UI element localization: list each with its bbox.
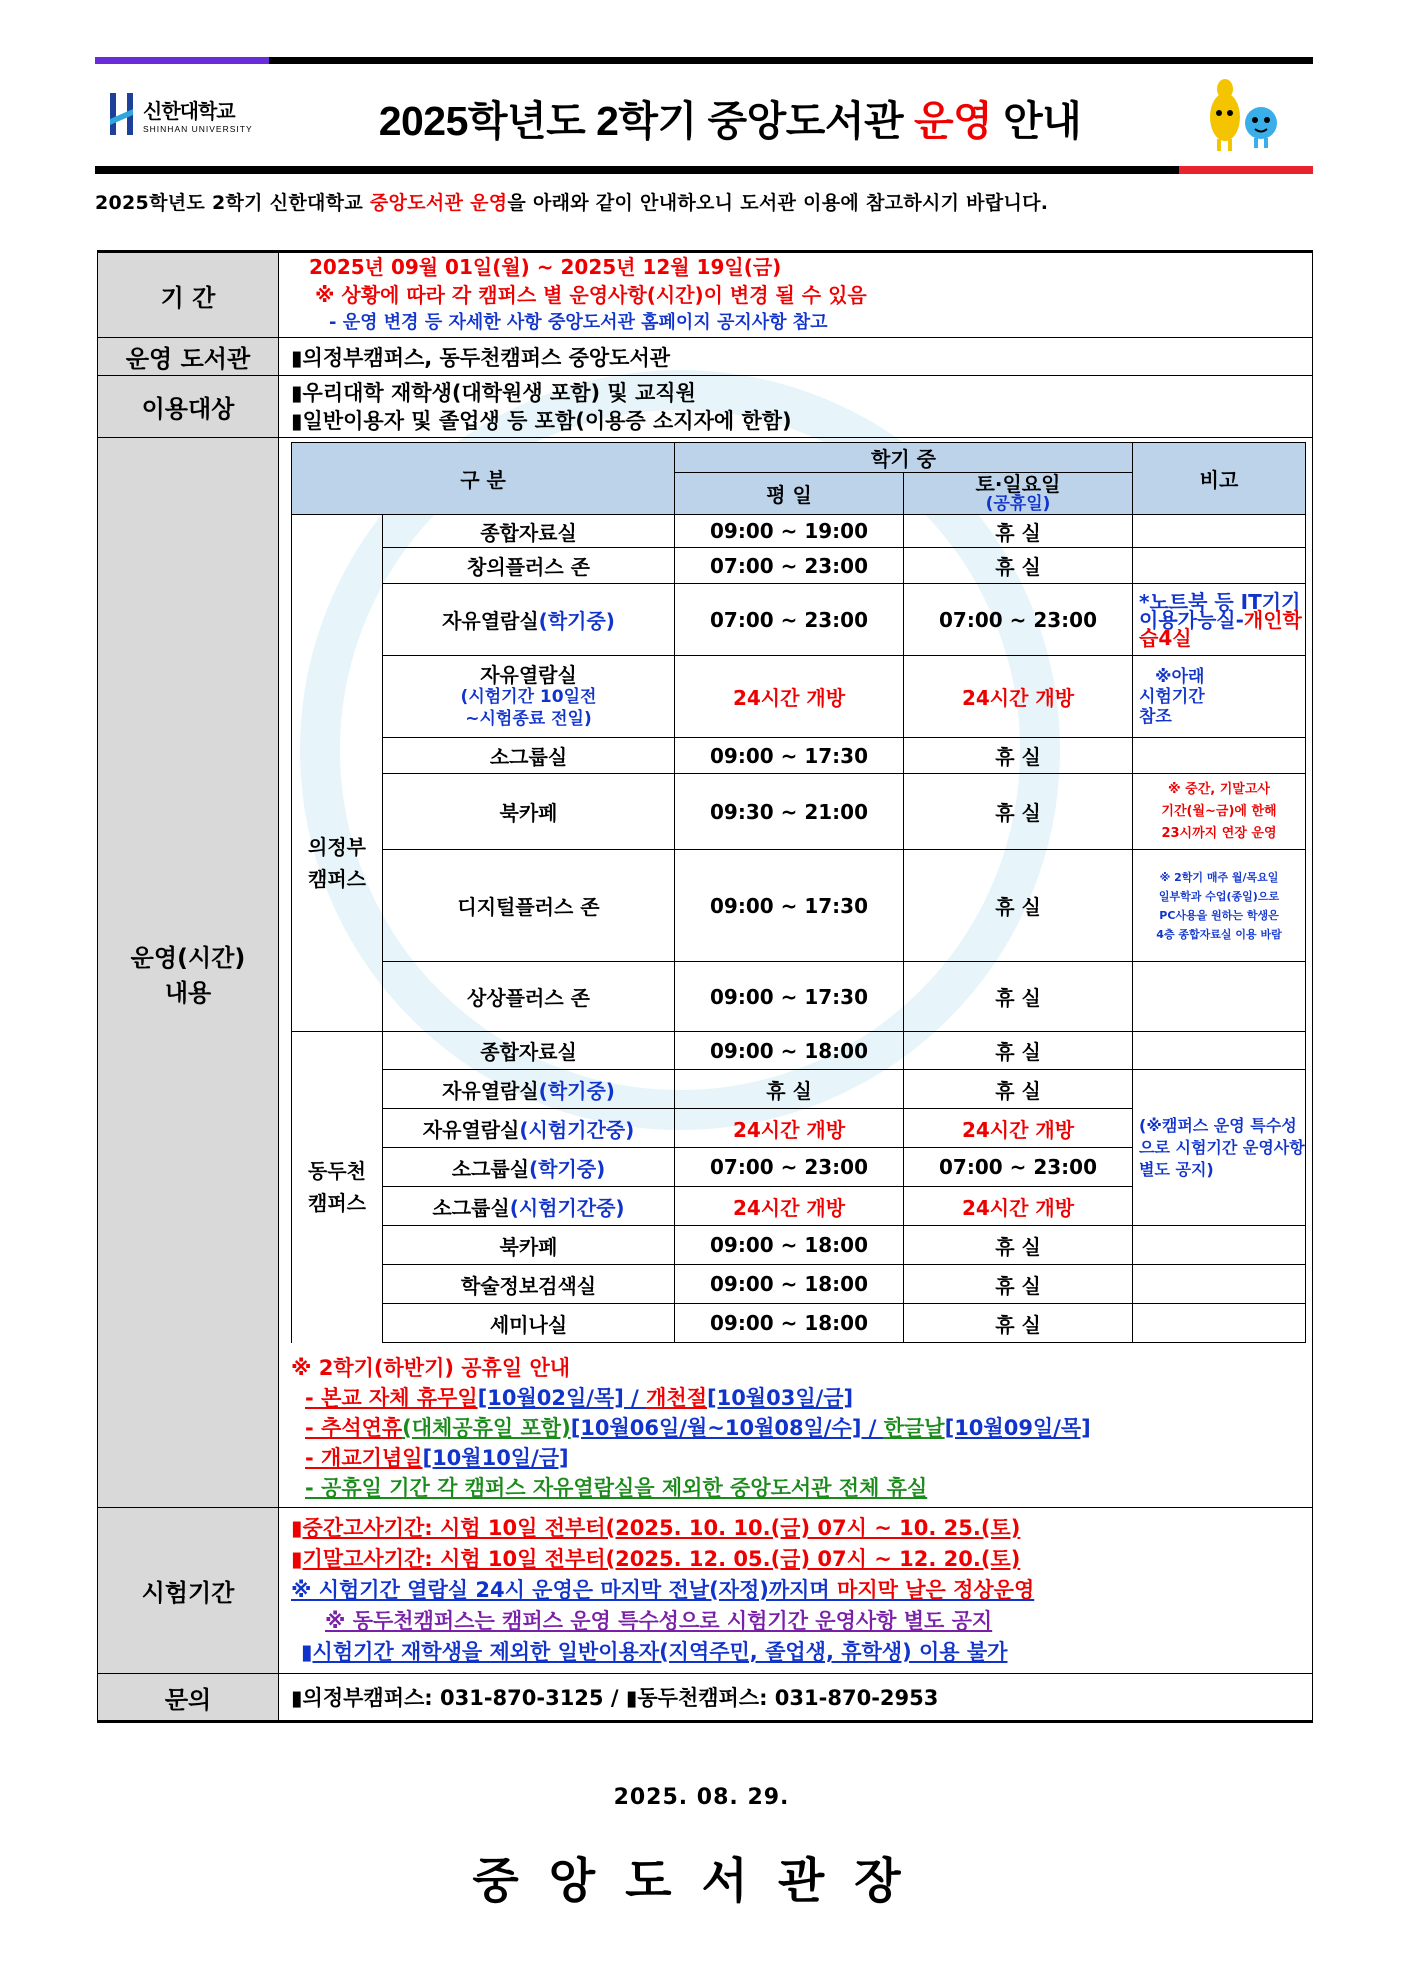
table-row: 자유열람실(학기중) 07:00 ~ 23:00 07:00 ~ 23:00 *노트북 등 IT기기 이용가능실-개인학습4실 xyxy=(292,584,1306,656)
exam-restriction: ▮시험기간 재학생을 제외한 일반이용자(지역주민, 졸업생, 휴학생) 이용 불가 xyxy=(301,1640,1008,1664)
table-row: 동두천 캠퍼스 종합자료실 09:00 ~ 18:00 휴 실 xyxy=(292,1032,1306,1070)
period-warning: ※ 상황에 따라 각 캠퍼스 별 운영사항(시간)이 변경 될 수 있음 xyxy=(315,283,867,307)
campus2-note: (※캠퍼스 운영 특수성으로 시험기간 운영사항 별도 공지) xyxy=(1133,1070,1306,1226)
library-label: 운영 도서관 xyxy=(98,338,279,376)
document-date: 2025. 08. 29. xyxy=(613,1785,790,1810)
col-semester: 학기 중 xyxy=(675,443,1133,473)
table-row: 자유열람실(시험기간중) 24시간 개방 24시간 개방 xyxy=(292,1109,1306,1148)
table-row: 자유열람실(학기중) 휴 실 휴 실 (※캠퍼스 운영 특수성으로 시험기간 운영사항 별도 공지) xyxy=(292,1070,1306,1109)
logo-korean: 신한대학교 xyxy=(143,100,235,123)
mascot-icon xyxy=(1197,73,1287,158)
exam-final: ▮기말고사기간: 시험 10일 전부터(2025. 12. 05.(금) 07시 ~ 12. 20.(토) xyxy=(291,1547,1021,1571)
users-label: 이용대상 xyxy=(98,376,279,438)
period-reference: - 운영 변경 등 자세한 사항 중앙도서관 홈페이지 공지사항 참고 xyxy=(329,312,828,333)
table-row: 소그룹실(시험기간중) 24시간 개방 24시간 개방 xyxy=(292,1187,1306,1226)
table-row: 소그룹실 09:00 ~ 17:30 휴 실 xyxy=(292,738,1306,774)
table-row: 창의플러스 존 07:00 ~ 23:00 휴 실 xyxy=(292,548,1306,584)
table-row: 디지털플러스 존 09:00 ~ 17:30 휴 실 ※ 2학기 매주 월/목요일 일부학과 수업(종일)으로 PC사용을 원하는 학생은 4층 종합자료실 이용 바람 xyxy=(292,850,1306,962)
library-text: ▮의정부캠퍼스, 동두천캠퍼스 중앙도서관 xyxy=(279,338,1313,376)
header-top-rule xyxy=(95,57,1313,64)
campus-uijeongbu: 의정부 캠퍼스 xyxy=(292,515,383,1032)
contact-label: 문의 xyxy=(98,1674,279,1722)
users-line-2: ▮일반이용자 및 졸업생 등 포함(이용증 소지자에 한함) xyxy=(291,408,792,433)
logo-english: SHINHAN UNIVERSITY xyxy=(143,123,253,134)
notice-table xyxy=(97,250,1313,1723)
period-dates: 2025년 09월 01일(월) ~ 2025년 12월 19일(금) xyxy=(309,255,782,279)
page-title: 2025학년도 2학기 중앙도서관 운영 안내 xyxy=(378,98,1082,144)
intro-paragraph: 2025학년도 2학기 신한대학교 중앙도서관 운영을 아래와 같이 안내하오니 도서관 이용에 참고하시기 바랍니다. xyxy=(95,192,1049,214)
exam-midterm: ▮중간고사기간: 시험 10일 전부터(2025. 10. 10.(금) 07시 ~ 10. 25.(토) xyxy=(291,1516,1021,1540)
signature: 중앙도서관장 xyxy=(472,1853,931,1909)
header-bottom-rule xyxy=(95,166,1313,174)
university-logo xyxy=(107,85,253,143)
table-row: 세미나실 09:00 ~ 18:00 휴 실 xyxy=(292,1304,1306,1343)
table-row: 상상플러스 존 09:00 ~ 17:30 휴 실 xyxy=(292,962,1306,1032)
campus-dongducheon: 동두천 캠퍼스 xyxy=(292,1032,383,1343)
operation-label: 운영(시간) 내용 xyxy=(98,438,279,1508)
logo-h-icon xyxy=(107,89,137,139)
users-line-1: ▮우리대학 재학생(대학원생 포함) 및 교직원 xyxy=(291,380,696,405)
table-row: 북카페 09:00 ~ 18:00 휴 실 xyxy=(292,1226,1306,1265)
period-label: 기 간 xyxy=(98,252,279,338)
table-row: 북카페 09:30 ~ 21:00 휴 실 ※ 중간, 기말고사 기간(월~금)에 한해 23시까지 연장 운영 xyxy=(292,774,1306,850)
holiday-title: ※ 2학기(하반기) 공휴일 안내 xyxy=(291,1356,571,1380)
table-row: 학술정보검색실 09:00 ~ 18:00 휴 실 xyxy=(292,1265,1306,1304)
exam-24h-note: ※ 시험기간 열람실 24시 운영은 마지막 전날(자정)까지며 마지막 날은 정상운영 xyxy=(291,1578,1035,1602)
table-row: 의정부 캠퍼스 종합자료실 09:00 ~ 19:00 휴 실 xyxy=(292,515,1306,548)
col-division: 구 분 xyxy=(292,443,675,515)
col-weekday: 평 일 xyxy=(675,473,904,515)
col-note: 비고 xyxy=(1133,443,1306,515)
exam-dongducheon-note: ※ 동두천캠퍼스는 캠퍼스 운영 특수성으로 시험기간 운영사항 별도 공지 xyxy=(325,1609,993,1633)
holiday-notice: ※ 2학기(하반기) 공휴일 안내 - 본교 자체 휴무일[10월02일/목] / 개천절[10월03일/금] - 추석연휴(대체공휴일 포함)[10월06일/월~10월08일/수] / 한글날[10월09일/목] - 개교기념일[10월10일/금] - 공휴일 기간 각 캠퍼스 자유열람실을 제외한 중앙도서관 전체 휴실 xyxy=(291,1347,1306,1507)
col-weekend: 토·일요일 (공휴일) xyxy=(904,473,1133,515)
operation-hours-table xyxy=(291,442,1306,1343)
contact-text: ▮의정부캠퍼스: 031-870-3125 / ▮동두천캠퍼스: 031-870-2953 xyxy=(279,1674,1313,1722)
exam-label: 시험기간 xyxy=(98,1508,279,1674)
table-row: 자유열람실 (시험기간 10일전 ~시험종료 전일) 24시간 개방 24시간 개방 ※아래 시험기간 참조 xyxy=(292,656,1306,738)
table-row: 소그룹실(학기중) 07:00 ~ 23:00 07:00 ~ 23:00 xyxy=(292,1148,1306,1187)
